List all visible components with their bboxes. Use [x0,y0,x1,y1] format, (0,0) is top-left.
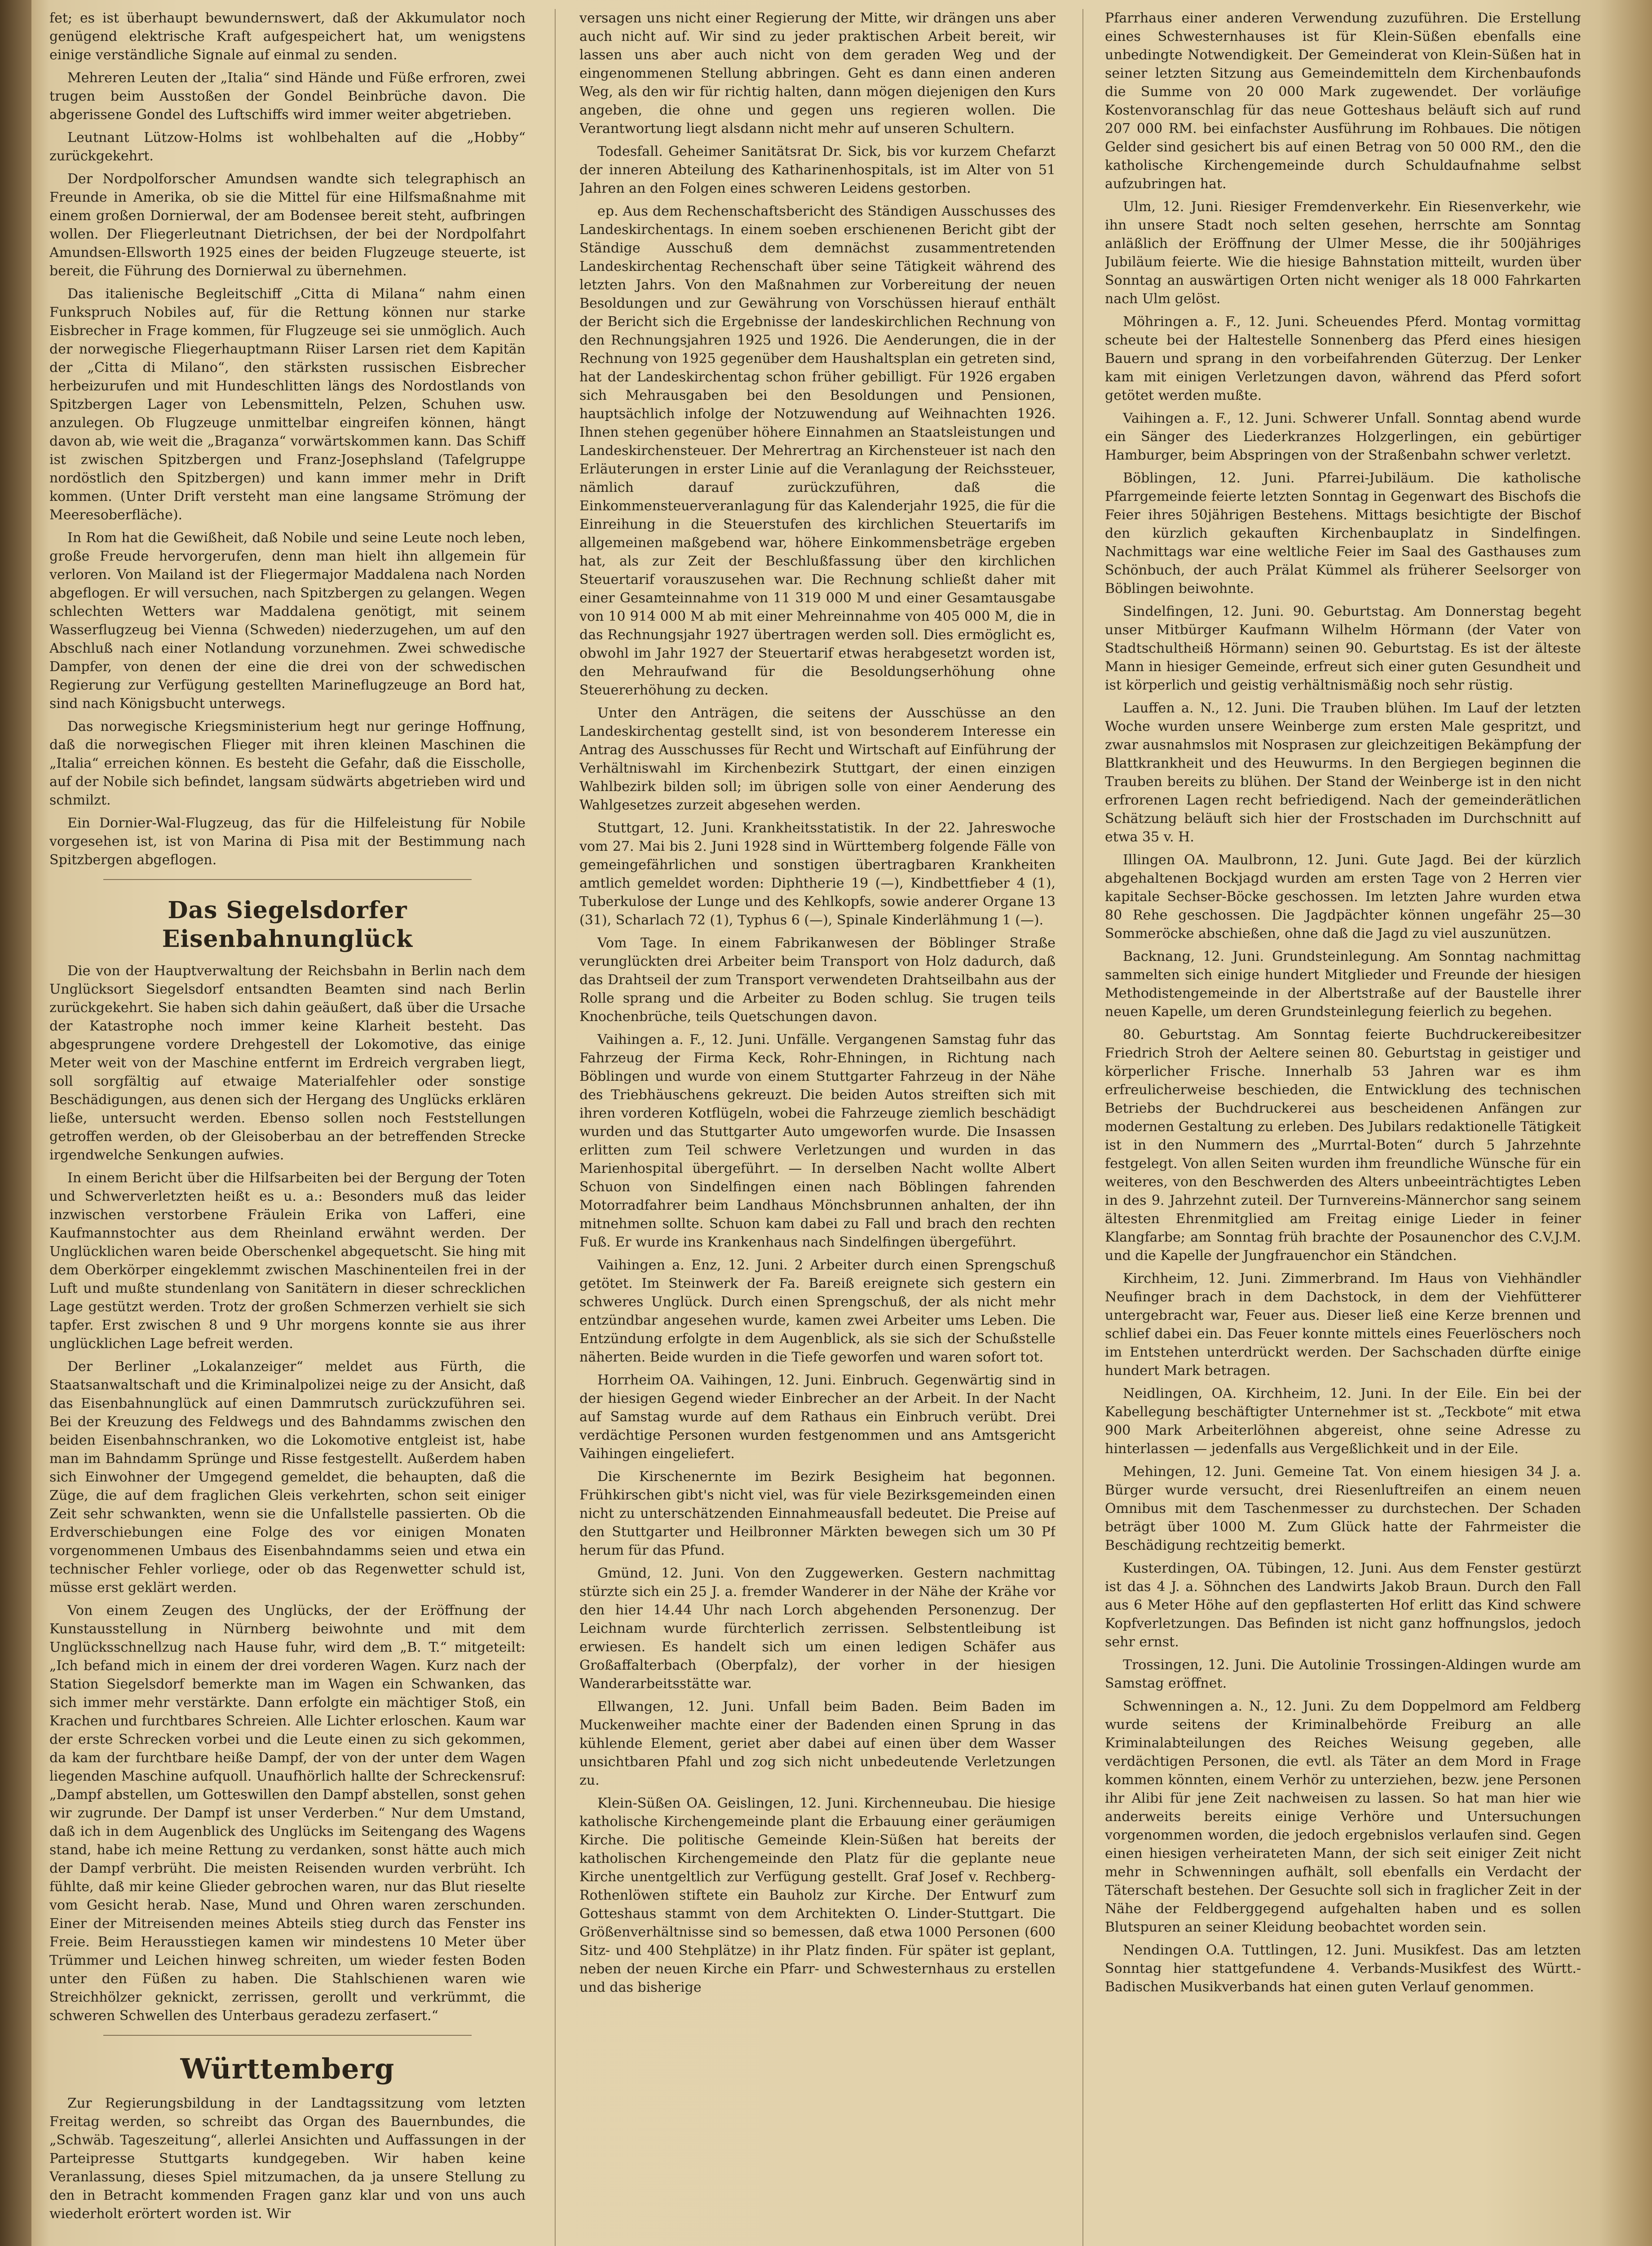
article-paragraph: Leutnant Lützow-Holms ist wohlbehalten auf die „Hobby“ zurückgekehrt. [49,130,526,164]
article-paragraph: Horrheim OA. Vaihingen, 12. Juni. Einbruch. Gegenwärtig sind in der hiesigen Gegend wieder Einbrecher an der Arbeit. In der Nacht auf Samstag wurde auf dem Rathaus ein Einbruch verübt. Drei verdächtige Personen wurden festgenommen und ans Amtsgericht Vaihingen eingeliefert. [579,1372,1056,1462]
article-paragraph: Die von der Hauptverwaltung der Reichsbahn in Berlin nach dem Unglücksort Siegelsdorf entsandten Beamten sind nach Berlin zurückgekehrt. Sie haben sich dahin geäußert, daß über die Ursache der Katastrophe noch immer keine Klarheit besteht. Das abgesprungene vordere Drehgestell der Lokomotive, das einige Meter weit von der Maschine entfernt im Erdreich vergraben liegt, soll sorgfältig auf etwaige Materialfehler oder sonstige Beschädigungen, aus denen sich der Hergang des Unglücks erklären ließe, untersucht werden. Ebenso sollen noch Feststellungen getroffen werden, ob der Gleisoberbau an der betreffenden Strecke irgendwelche Senkungen aufwies. [49,963,526,1163]
article-paragraph: Mehingen, 12. Juni. Gemeine Tat. Von einem hiesigen 34 J. a. Bürger wurde versucht, drei Riesenluftreifen an einem neuen Omnibus mit dem Taschenmesser zu durchstechen. Der Schaden beträgt über 1000 M. Zum Glück hatte der Fahrmeister die Beschädigung rechtzeitig bemerkt. [1105,1464,1581,1553]
column-rule [1082,9,1083,2246]
article-paragraph: Sindelfingen, 12. Juni. 90. Geburtstag. Am Donnerstag begeht unser Mitbürger Kaufmann Wilhelm Hörmann (der Vater von Stadtschultheiß Hörmann) seinen 90. Geburtstag. Es ist der älteste Mann in hiesiger Gemeinde, erfreut sich einer guten Gesundheit und ist körperlich und geistig verhältnismäßig noch sehr rüstig. [1105,604,1581,693]
article-paragraph: Stuttgart, 12. Juni. Krankheitsstatistik. In der 22. Jahreswoche vom 27. Mai bis 2. Juni 1928 sind in Württemberg folgende Fälle von gemeingefährlichen und sonstigen übertragbaren Krankheiten amtlich gemeldet worden: Diphtherie 19 (—), Kindbettfieber 4 (1), Tuberkulose der Lunge und des Kehlkopfs, sowie anderer Organe 13 (31), Scharlach 72 (1), Typhus 6 (—), Spinale Kinderlähmung 1 (—). [579,820,1056,928]
heading-siegelsdorf: Das Siegelsdorfer Eisenbahnunglück [162,897,413,953]
article-paragraph: Illingen OA. Maulbronn, 12. Juni. Gute Jagd. Bei der kürzlich abgehaltenen Bockjagd wurden am ersten Tage von 2 Herren vier kapitale Sechser-Böcke geschossen. Im letzten Jahre wurden etwa 80 Rehe geschossen. Die Jagdpächter können ungefähr 25—30 Sommeröcke abschießen, ohne daß die Jagd zu viel auszunützen. [1105,852,1581,942]
section-divider [103,879,472,880]
article-paragraph: Gmünd, 12. Juni. Von den Zuggewerken. Gestern nachmittag stürzte sich ein 25 J. a. fremder Wanderer in der Nähe der Krähe vor den hier 14.44 Uhr nach Lorch abgehenden Personenzug. Der Leichnam wurde fürchterlich zerrissen. Selbstentleibung ist erwiesen. Es handelt sich um einen ledigen Schäfer aus Großaffalterbach (Oberpfalz), der vorher in der hiesigen Wanderarbeitsstätte war. [579,1565,1056,1692]
regional-news-section [579,9,1056,1997]
article-paragraph: Das norwegische Kriegsministerium hegt nur geringe Hoffnung, daß die norwegischen Flieger mit ihren kleinen Maschinen die „Italia“ erreichen können. Es besteht die Gefahr, daß die Eisscholle, auf der Nobile sich befindet, langsam südwärts abgetrieben wird und schmilzt. [49,719,526,808]
article-paragraph: Nendingen O.A. Tuttlingen, 12. Juni. Musikfest. Das am letzten Sonntag hier stattgefundene 4. Verbands-Musikfest des Württ.-Badischen Musikverbands hat einen guten Verlauf genommen. [1105,1942,1581,1995]
column-1 [49,9,526,2246]
article-paragraph: 80. Geburtstag. Am Sonntag feierte Buchdruckereibesitzer Friedrich Stroh der Aeltere seinen 80. Geburtstag in geistiger und körperlicher Frische. Innerhalb 53 Jahren war es ihm erfreulicherweise beschieden, die Entwicklung des technischen Betriebs der Buchdruckerei aus bescheidenen Anfängen zur modernen Gestaltung zu erleben. Des Jubilars redaktionelle Tätigkeit ist in den Nummern des „Murrtal-Boten“ durch 5 Jahrzehnte festgelegt. Von allen Seiten wurden ihm freundliche Wünsche für ein weiteres, von den Beschwerden des Alters unbeeinträchtigtes Leben in des 9. Jahrzehnt zuteil. Der Turnvereins-Männerchor sang seinem ältesten Ehrenmitglied am Freitag einige Lieder in feiner Klangfarbe; am Sonntag früh brachte der Posaunenchor des C.V.J.M. und die Kapelle der Jungfrauenchor ein Ständchen. [1105,1027,1581,1264]
wuerttemberg-article [49,2094,526,2223]
article-paragraph: fet; es ist überhaupt bewundernswert, daß der Akkumulator noch genügend elektrische Kraft aufgespeichert hat, um wenigstens einige verständliche Signale auf einmal zu senden. [49,10,526,63]
article-paragraph: Ulm, 12. Juni. Riesiger Fremdenverkehr. Ein Riesenverkehr, wie ihn unsere Stadt noch selten gesehen, herrschte am Sonntag anläßlich der Eröffnung der Ulmer Messe, die ihr 500jähriges Jubiläum feierte. Wie die hiesige Bahnstation mitteilt, wurden über Sonntag an auswärtigen Orten nicht weniger als 18 000 Fahrkarten nach Ulm gelöst. [1105,199,1581,307]
article-paragraph: Ein Dornier-Wal-Flugzeug, das für die Hilfeleistung für Nobile vorgesehen ist, ist von Marina di Pisa mit der Bestimmung nach Spitzbergen abgeflogen. [49,815,526,868]
article-paragraph: Unter den Anträgen, die seitens der Ausschüsse an den Landeskirchentag gestellt sind, ist von besonderem Interesse ein Antrag des Ausschusses für Recht und Wirtschaft auf Einführung der Verhältniswahl im Kirchenbezirk Stuttgart, der einen einzigen Wahlbezirk bilden soll; im übrigen solle von einer Aenderung des Wahlgesetzes zurzeit abgesehen werden. [579,705,1056,813]
article-paragraph: Kirchheim, 12. Juni. Zimmerbrand. Im Haus von Viehhändler Neufinger brach in dem Dachstock, in dem der Viehfütterer untergebracht war, Feuer aus. Dieser ließ eine Kerze brennen und schlief dabei ein. Das Feuer konnte mittels eines Feuerlöschers noch im Entstehen unterdrückt werden. Der Sachschaden dürfte einige hundert Mark betragen. [1105,1271,1581,1379]
article-paragraph: Vaihingen a. F., 12. Juni. Schwerer Unfall. Sonntag abend wurde ein Sänger des Liederkranzes Holzgerlingen, ein gebürtiger Hamburger, beim Abspringen von der Straßenbahn schwer verletzt. [1105,411,1581,463]
article-paragraph: Mehreren Leuten der „Italia“ sind Hände und Füße erfroren, zwei trugen beim Ausstoßen der Gondel Beinbrüche davon. Die abgerissene Gondel des Luftschiffs wird immer weiter abgetrieben. [49,70,526,123]
article-paragraph: Vaihingen a. Enz, 12. Juni. 2 Arbeiter durch einen Sprengschuß getötet. Im Steinwerk der Fa. Bareiß ereignete sich gestern ein schweres Unglück. Durch einen Sprengschuß, der als nicht mehr entzündbar angesehen wurde, kamen zwei Arbeiter ums Leben. Die Entzündung erfolgte in dem Augenblick, als sie sich der Schußstelle näherten. Beide wurden in die Tiefe geworfen und waren sofort tot. [579,1257,1056,1365]
article-paragraph: Der Nordpolforscher Amundsen wandte sich telegraphisch an Freunde in Amerika, ob sie die Mittel für eine Hilfsmaßnahme mit einem großen Dornierwal, der am Bodensee bereit steht, aufbringen wollen. Der Fliegerleutnant Dietrichsen, der bei der Nordpolfahrt Amundsen-Ellsworth 1925 eines der beiden Flugzeuge steuerte, ist bereit, die Führung des Dornierwal zu übernehmen. [49,171,526,279]
article-paragraph: Kusterdingen, OA. Tübingen, 12. Juni. Aus dem Fenster gestürzt ist das 4 J. a. Söhnchen des Landwirts Jakob Braun. Durch den Fall aus 6 Meter Höhe auf den gepflasterten Hof erlitt das Kind schwere Kopfverletzungen. Das Befinden ist nicht ganz hoffnungslos, jedoch sehr ernst. [1105,1561,1581,1650]
column-3 [1105,9,1581,2246]
article-paragraph: Der Berliner „Lokalanzeiger“ meldet aus Fürth, die Staatsanwaltschaft und die Kriminalpolizei neige zu der Ansicht, daß das Eisenbahnunglück auf einen Dammrutsch zurückzuführen sei. Bei der Kreuzung des Feldwegs und des Bahndamms zwischen den beiden Eisenbahnschranken, wo die Lokomotive entgleist ist, habe man im Bahndamm Sprünge und Risse festgestellt. Außerdem haben sich Einwohner der Umgegend gemeldet, die behaupten, daß die Züge, die auf dem fraglichen Gleis verkehrten, schon seit einiger Zeit sehr schwankten, wenn sie die Unfallstelle passierten. Ob die Erdverschiebungen eine Folge des vor einigen Monaten vorgenommenen Umbaus des Eisenbahndamms seien und etwa ein technischer Fehler vorliege, oder ob das Regenwetter schuld ist, müsse erst geklärt werden. [49,1359,526,1596]
article-paragraph: Todesfall. Geheimer Sanitätsrat Dr. Sick, bis vor kurzem Chefarzt der inneren Abteilung des Katharinenhospitals, ist im Alter von 51 Jahren an den Folgen eines schweren Leidens gestorben. [579,144,1056,196]
article-paragraph: Vom Tage. In einem Fabrikanwesen der Böblinger Straße verunglückten drei Arbeiter beim Transport von Holz dadurch, daß das Drahtseil der zum Transport verwendeten Drahtseilbahn aus der Rolle sprang und die Arbeiter zu Boden schlug. Sie trugen teils Knochenbrüche, teils Quetschungen davon. [579,935,1056,1025]
column-2 [579,9,1056,2246]
book-binding-edge [0,0,31,2246]
article-paragraph: In Rom hat die Gewißheit, daß Nobile und seine Leute noch leben, große Freude hervorgerufen, denn man hielt ihn allgemein für verloren. Von Mailand ist der Fliegermajor Maddalena nach Norden abgeflogen. Er will versuchen, nach Spitzbergen zu gelangen. Wegen schlechten Wetters war Maddalena genötigt, mit seinem Wasserflugzeug bei Vienna (Schweden) niederzugehen, um auf den Abschluß nach einer Notlandung vorzunehmen. Zwei schwedische Dampfer, von denen der eine die drei von der schwedischen Regierung zur Verfügung gestellten Marineflugzeuge an Bord hat, sind nach Königsbucht unterwegs. [49,530,526,712]
article-paragraph: Klein-Süßen OA. Geislingen, 12. Juni. Kirchenneubau. Die hiesige katholische Kirchengemeinde plant die Erbauung einer geräumigen Kirche. Die politische Gemeinde Klein-Süßen hat bereits der katholischen Kirchengemeinde den Platz für die geplante neue Kirche unentgeltlich zur Verfügung gestellt. Graf Josef v. Rechberg-Rothenlöwen stiftete ein Bauholz zur Kirche. Der Entwurf zum Gotteshaus stammt von dem Architekten O. Linder-Stuttgart. Die Größenverhältnisse sind so bemessen, daß etwa 1000 Personen (600 Sitz- und 400 Stehplätze) in ihr Platz finden. Für später ist geplant, neben der neuen Kirche ein Pfarr- und Schwesternhaus zu erstellen und das bisherige [579,1795,1056,1995]
article-paragraph: Neidlingen, OA. Kirchheim, 12. Juni. In der Eile. Ein bei der Kabellegung beschäftigter Unternehmer ist st. „Teckbote“ mit etwa 900 Mark Arbeiterlöhnen abgereist, ohne seine Adresse zu hinterlassen — jedenfalls aus Vergeßlichkeit und in der Eile. [1105,1386,1581,1457]
article-paragraph: Vaihingen a. F., 12. Juni. Unfälle. Vergangenen Samstag fuhr das Fahrzeug der Firma Keck, Rohr-Ehningen, in Richtung nach Böblingen und wurde von einem Stuttgarter Fahrzeug in der Nähe des Triebhäuschens gekreuzt. Die beiden Autos streiften sich mit ihren vorderen Kotflügeln, wobei die Fahrzeuge ziemlich beschädigt wurden und das Stuttgarter Auto umgeworfen wurde. Die Insassen erlitten zum Teil schwere Verletzungen und wurden in das Marienhospital übergeführt. — In derselben Nacht wollte Albert Schuon von Sindelfingen einen nach Böblingen fahrenden Motorradfahrer beim Landhaus Mönchsbrunnen anhalten, der ihn mitnehmen sollte. Schuon kam dabei zu Fall und brach den rechten Fuß. Er wurde ins Krankenhaus nach Sindelfingen übergeführt. [579,1032,1056,1250]
article-paragraph: versagen uns nicht einer Regierung der Mitte, wir drängen uns aber auch nicht auf. Wir sind zu jeder praktischen Arbeit bereit, wir lassen uns aber auch nicht von dem geraden Weg und der eingenommenen Stellung abbringen. Geht es dann einen anderen Weg, als den wir für richtig halten, dann mögen diejenigen den Kurs angeben, die ohne und gegen uns regieren wollen. Die Verantwortung liegt alsdann nicht mehr auf unseren Schultern. [579,10,1056,137]
article-paragraph: In einem Bericht über die Hilfsarbeiten bei der Bergung der Toten und Schwerverletzten heißt es u. a.: Besonders muß das leider inzwischen verstorbene Fräulein Erika von Lafferi, eine Kaufmannstochter aus dem Rheinland erwähnt werden. Der Unglücklichen waren beide Oberschenkel abgequetscht. Sie hing mit dem Oberkörper eingeklemmt zwischen Maschinenteilen frei in der Luft und mußte stundenlang von Sanitätern in dieser schrecklichen Lage gestützt werden. Trotz der großen Schmerzen verhielt sie sich tapfer. Erst zwischen 8 und 9 Uhr morgens konnte sie aus ihrer unglücklichen Lage befreit werden. [49,1170,526,1352]
article-paragraph: Lauffen a. N., 12. Juni. Die Trauben blühen. Im Lauf der letzten Woche wurden unsere Weinberge zum ersten Male gespritzt, und zwar ausnahmslos mit Nosprasen zur gleichzeitigen Bekämpfung der Blattkrankheit und des Heuwurms. In den Bergiegen beginnen die Trauben bereits zu blühen. Der Stand der Weinberge ist in den nicht erfrorenen Lagen recht befriedigend. Nach der gemeinderätlichen Schätzung beläuft sich hier der Frostschaden im Durchschnitt auf etwa 35 v. H. [1105,700,1581,845]
article-paragraph: Zur Regierungsbildung in der Landtagssitzung vom letzten Freitag werden, so schreibt das Organ des Bauernbundes, die „Schwäb. Tageszeitung“, allerlei Ansichten und Auffassungen in der Parteipresse Stuttgarts kundgegeben. Wir haben keine Veranlassung, dieses Spiel mitzumachen, da ja unsere Stellung zu den in Betracht kommenden Fragen ganz klar und von uns auch wiederholt erörtert worden ist. Wir [49,2096,526,2222]
heading-wuerttemberg: Württemberg [180,2052,395,2085]
section-divider [103,2035,472,2036]
column-rule [555,9,556,2246]
article-paragraph: ep. Aus dem Rechenschaftsbericht des Ständigen Ausschusses des Landeskirchentags. In einem soeben erschienenen Bericht gibt der Ständige Ausschuß dem demnächst zusammentretenden Landeskirchentag Rechenschaft über seine Tätigkeit während des letzten Jahrs. Von den Maßnahmen zur Vorbereitung der neuen Besoldungen und zur Gewährung von Vorschüssen hierauf enthält der Bericht sich die Ergebnisse der landeskirchlichen Rechnung von den Rechnungsjahren 1925 und 1926. Die Aenderungen, die in der Rechnung von 1925 gegenüber dem Haushaltsplan ein getreten sind, hat der Landeskirchentag schon früher gebilligt. Für 1926 ergaben sich Mehrausgaben bei den Besoldungen und Pensionen, hauptsächlich infolge der Notzuwendung auf Weihnachten 1926. Ihnen stehen gegenüber höhere Einnahmen an Staatsleistungen und Landeskirchensteuer. Der Mehrertrag an Kirchensteuer ist nach den Erläuterungen in erster Linie auf die Veranlagung der Reichssteuer, nämlich darauf zurückzuführen, daß die Einkommensteuerveranlagung für das Kalenderjahr 1925, die für die Einreihung in die Steuerstufen des kirchlichen Steuertarifs im allgemeinen maßgebend war, höhere Einkommensbeträge ergeben hat, als zur Zeit der Beschlußfassung über den kirchlichen Steuertarif vorauszusehen war. Die Rechnung schließt daher mit einer Gesamteinnahme von 11 319 000 M und einer Gesamtausgabe von 10 914 000 M ab mit einer Mehreinnahme von 405 000 M, die in das Rechnungsjahr 1927 übertragen werden soll. Dies ermöglicht es, obwohl im Jahr 1927 der Steuertarif etwas herabgesetzt worden ist, den Mehraufwand für die Besoldungserhöhung ohne Steuererhöhung zu decken. [579,203,1056,698]
article-paragraph: Ellwangen, 12. Juni. Unfall beim Baden. Beim Baden im Muckenweiher machte einer der Badenden einen Sprung in das kühlende Element, geriet aber dabei auf einen über dem Wasser unsichtbaren Pfahl und zog sich nicht unbedeutende Verletzungen zu. [579,1699,1056,1788]
nordpol-news-section [49,9,526,869]
article-paragraph: Pfarrhaus einer anderen Verwendung zuzuführen. Die Erstellung eines Schwesternhauses ist für Klein-Süßen ebenfalls eine unbedingte Notwendigkeit. Der Gemeinderat von Klein-Süßen hat in seiner letzten Sitzung aus Gemeindemitteln dem Kirchenbaufonds die Summe von 20 000 Mark zugewendet. Der vorläufige Kostenvoranschlag für das neue Gotteshaus beläuft sich auf rund 207 000 RM. bei einfachster Ausführung im Rohbaues. Die nötigen Gelder sind gesichert bis auf einen Betrag von 50 000 RM., den die katholische Kirchengemeinde durch Schuldaufnahme selbst aufzubringen hat. [1105,10,1581,192]
article-paragraph: Das italienische Begleitschiff „Citta di Milana“ nahm einen Funkspruch Nobiles auf, für die Rettung können nur starke Eisbrecher in Frage kommen, für Flugzeuge sei sie unmöglich. Auch der norwegische Fliegerhauptmann Riiser Larsen riet dem Kapitän der „Citta di Milano“, den stärksten russischen Eisbrecher herbeizurufen und mit Hundeschlitten längs des Nordostlands von Spitzbergen Lager von Lebensmitteln, Pelzen, Schuhen usw. anzulegen. Ob Flugzeuge unmittelbar eingreifen können, hängt davon ab, wie weit die „Braganza“ vorwärtskommen kann. Das Schiff ist zwischen Spitzbergen und Franz-Josephsland (Tafelgruppe nordöstlich den Spitzbergen) und kann immer mehr in Drift kommen. (Unter Drift versteht man eine langsame Strömung der Meeresoberfläche). [49,286,526,523]
article-paragraph: Schwenningen a. N., 12. Juni. Zu dem Doppelmord am Feldberg wurde seitens der Kriminalbehörde Freiburg an alle Kriminalabteilungen des Reiches Weisung gegeben, alle verdächtigen Personen, die evtl. als Täter an dem Mord in Frage kommen könnten, einem Verhör zu unterziehen, bezw. jene Personen ihr Alibi für jene Zeit nachweisen zu lassen. So hat man hier wie anderweits bereits einige Verhöre und Untersuchungen vorgenommen worden, die jedoch ergebnislos verlaufen sind. Gegen einen hiesigen verheirateten Mann, der sich seit einiger Zeit nicht mehr in Schwenningen aufhält, soll ebenfalls ein Verdacht der Täterschaft bestehen. Der Gesuchte soll sich in fraglicher Zeit in der Nähe der Feldberggegend aufgehalten haben und es sollen Blutspuren an seiner Kleidung beobachtet worden sein. [1105,1698,1581,1935]
article-paragraph: Trossingen, 12. Juni. Die Autolinie Trossingen-Aldingen wurde am Samstag eröffnet. [1105,1657,1581,1691]
article-paragraph: Böblingen, 12. Juni. Pfarrei-Jubiläum. Die katholische Pfarrgemeinde feierte letzten Sonntag in Gegenwart des Bischofs die Feier ihres 50jährigen Bestehens. Mittags besichtigte der Bischof den kürzlich gekauften Kirchenbauplatz in Sindelfingen. Nachmittags war eine weltliche Feier im Saal des Gasthauses zum Schönbuch, der auch Prälat Kümmel als früherer Seelsorger von Böblingen beiwohnte. [1105,470,1581,597]
siegelsdorf-article [49,962,526,2025]
article-paragraph: Backnang, 12. Juni. Grundsteinlegung. Am Sonntag nachmittag sammelten sich einige hundert Mitglieder und Freunde der hiesigen Methodistengemeinde in der Albertstraße auf der Baustelle ihrer neuen Kapelle, um deren Grundsteinlegung feierlich zu begehen. [1105,949,1581,1020]
local-news-section [1105,9,1581,1996]
article-paragraph: Die Kirschenernte im Bezirk Besigheim hat begonnen. Frühkirschen gibt's nicht viel, was für viele Bezirksgemeinden einen nicht zu unterschätzenden Einnahmeausfall bedeutet. Die Preise auf den Stuttgarter und Heilbronner Märkten bewegen sich um 30 Pf herum für das Pfund. [579,1469,1056,1558]
article-paragraph: Möhringen a. F., 12. Juni. Scheuendes Pferd. Montag vormittag scheute bei der Haltestelle Sonnenberg das Pferd eines hiesigen Bauern und sprang in den vorbeifahrenden Güterzug. Der Lenker kam mit einigen Verletzungen davon, während das Pferd sofort getötet werden mußte. [1105,314,1581,403]
article-paragraph: Von einem Zeugen des Unglücks, der der Eröffnung der Kunstausstellung in Nürnberg beiwohnte und mit dem Unglücksschnellzug nach Hause fuhr, wird dem „B. T.“ mitgeteilt: „Ich befand mich in einem der drei vorderen Wagen. Kurz nach der Station Siegelsdorf bemerkte man im Wagen ein Schwanken, das sich immer mehr verstärkte. Dann erfolgte ein mächtiger Stoß, ein Krachen und furchtbares Schreien. Alle Lichter erloschen. Kaum war der erste Schrecken vorbei und die Leute einen zu sich gekommen, da kam der furchtbare heiße Dampf, der von der unter dem Wagen liegenden Maschine aufquoll. Unaufhörlich hallte der Schreckensruf: „Dampf abstellen, um Gotteswillen den Dampf abstellen, sonst gehen wir zugrunde. Der Dampf ist unser Verderben.“ Nur dem Umstand, daß ich in dem Augenblick des Unglücks im Seitengang des Wagens stand, habe ich meine Rettung zu verdanken, sonst hätte auch mich der Dampf verbrüht. Die meisten Reisenden wurden verbrüht. Ich fühlte, daß mir keine Glieder gebrochen waren, nur das Blut rieselte vom Gesicht herab. Nase, Mund und Ohren waren zerschunden. Einer der Mitreisenden meines Abteils stieg durch das Fenster ins Freie. Beim Herausstiegen kamen wir mindestens 10 Meter über Trümmer und Leichen hinweg schreiten, um wieder festen Boden unter den Füßen zu haben. Die Stahlschienen waren wie Streichhölzer geknickt, zerrissen, gerollt und verkrümmt, die schweren Schwellen des Unterbaus geradezu zerfasert.“ [49,1603,526,2024]
